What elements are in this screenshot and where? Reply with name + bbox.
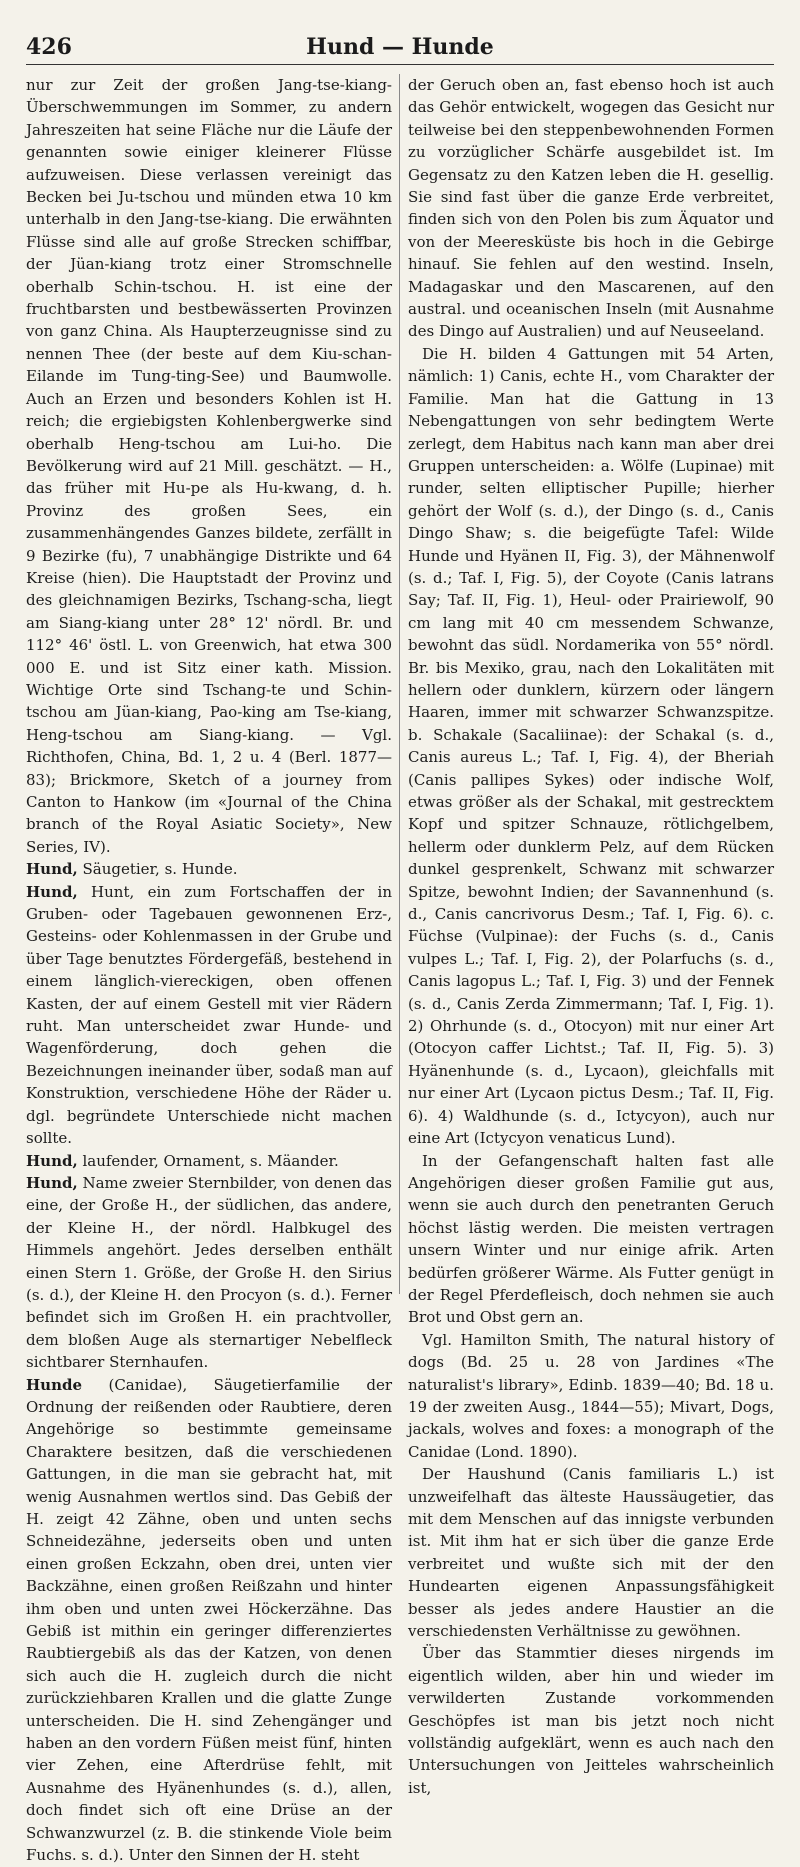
dictionary-entry xyxy=(26,881,392,1150)
page-header xyxy=(26,30,774,65)
entry-text: (Canidae), Säugetierfamilie der Ordnung der reißenden oder Raubtiere, deren Angehörige so bestimmte gemeinsame Charaktere besitzen, daß die verschiedenen Gattungen, in die man sie gebracht hat, mit wenig Ausnahmen wertlos sind. Das Gebiß der H. zeigt 42 Zähne, oben und unten sechs Schneidezähne, jederseits oben und unten einen großen Eckzahn, oben drei, unten vier Backzähne, einen großen Reißzahn und hinter ihm oben und unten zwei Höckerzähne. Das Gebiß ist mithin ein geringer differenziertes Raubtiergebiß als das der Katzen, von denen sich auch die H. zugleich durch die nicht zurückziehbaren Krallen und die glatte Zunge unterscheiden. Die H. sind Zehengänger und haben an den vordern Füßen meist fünf, hinten vier Zehen, eine Afterdrüse fehlt, mit Ausnahme des Hyänenhundes (s. d.), allen, doch findet sich oft eine Drüse an der Schwanzwurzel (z. B. die stinkende Viole beim Fuchs. s. d.). Unter den Sinnen der H. steht xyxy=(26,1375,392,1865)
page-number: 426 xyxy=(26,34,72,60)
entry-headword: Hund, xyxy=(26,860,78,879)
entry-text: Säugetier, s. Hunde. xyxy=(77,860,238,879)
dictionary-entry xyxy=(26,1172,392,1374)
entry-headword: Hund, xyxy=(26,1173,78,1192)
right-column xyxy=(408,74,774,1797)
paragraph: der Geruch oben an, fast ebenso hoch ist auch das Gehör entwickelt, wogegen das Gesicht nur teilweise bei den steppenbewohnenden Formen zu vorzüglicher Schärfe ausgebildet ist. Im Gegensatz zu den Katzen leben die H. gesellig. Sie sind fast über die ganze Erde verbreitet, finden sich von den Polen bis zum Äquator und von der Meeresküste bis hoch in die Gebirge hinauf. Sie fehlen auf den westind. Inseln, Madagaskar und den Mascarenen, auf den austral. und oceanischen Inseln (mit Ausnahme des Dingo auf Australien) und auf Neuseeland. xyxy=(408,76,774,341)
paragraph: Vgl. Hamilton Smith, The natural history of dogs (Bd. 25 u. 28 von Jardines «The naturalist's library», Edinb. 1839—40; Bd. 18 u. 19 der zweiten Ausg., 1844—55); Mivart, Dogs, jackals, wolves and foxes: a monograph of the Canidae (Lond. 1890). xyxy=(408,1330,774,1461)
dictionary-entry xyxy=(26,858,392,880)
paragraph: In der Gefangenschaft halten fast alle Angehörigen dieser großen Familie gut aus, wenn sie auch durch den penetranten Geruch höchst lästig werden. Die meisten vertragen unsern Winter und nur einige afrik. Arten bedürfen größerer Wärme. Als Futter genügt in der Regel Pferdefleisch, doch nehmen sie auch Brot und Obst gern an. xyxy=(408,1151,774,1327)
dictionary-entry xyxy=(26,1374,392,1867)
paragraph: Die H. bilden 4 Gattungen mit 54 Arten, nämlich: 1) Canis, echte H., vom Charakter der Familie. Man hat die Gattung in 13 Nebengattungen von sehr bedingtem Werte zerlegt, dem Habitus nach kann man aber drei Gruppen unterscheiden: a. Wölfe (Lupinae) mit runder, selten elliptischer Pupille; hierher gehört der Wolf (s. d.), der Dingo (s. d., Canis Dingo Shaw; s. die beigefügte Tafel: Wilde Hunde und Hyänen II, Fig. 3), der Mähnenwolf (s. d.; Taf. I, Fig. 5), der Coyote (Canis latrans Say; Taf. II, Fig. 1), Heul- oder Prairiewolf, 90 cm lang mit 40 cm messendem Schwanze, bewohnt das südl. Nordamerika von 55° nördl. Br. bis Mexiko, grau, nach den Lokalitäten mit hellern oder dunklern, kürzern oder längern Haaren, immer mit schwarzer Schwanzspitze. b. Schakale (Sacaliinae): der Schakal (s. d., Canis aureus L.; Taf. I, Fig. 4), der Bheriah (Canis pallipes Sykes) oder indische Wolf, etwas größer als der Schakal, mit gestrecktem Kopf und spitzer Schnauze, rötlichgelbem, hellerm oder dunklerm Pelz, auf dem Rücken dunkel gesprenkelt, Schwanz mit schwarzer Spitze, bewohnt Indien; der Savannenhund (s. d., Canis cancrivorus Desm.; Taf. I, Fig. 6). c. Füchse (Vulpinae): der Fuchs (s. d., Canis vulpes L.; Taf. I, Fig. 2), der Polarfuchs (s. d., Canis lagopus L.; Taf. I, Fig. 3) und der Fennek (s. d., Canis Zerda Zimmermann; Taf. I, Fig. 1). 2) Ohrhunde (s. d., Otocyon) mit nur einer Art (Otocyon caffer Lichtst.; Taf. II, Fig. 5). 3) Hyänenhunde (s. d., Lycaon), gleichfalls mit nur einer Art (Lycaon pictus Desm.; Taf. II, Fig. 6). 4) Waldhunde (s. d., Ictycyon), auch nur eine Art (Ictycyon venaticus Lund). xyxy=(408,344,774,1148)
column-divider xyxy=(399,74,400,1294)
running-head: Hund — Hunde xyxy=(306,34,494,60)
entry-text: Hunt, ein zum Fortschaffen der in Gruben- oder Tagebauen gewonnenen Erz-, Gesteins- oder Kohlenmassen in der Grube und über Tage benutztes Fördergefäß, bestehend in einem länglich-viereckigen, oben offenen Kasten, der auf einem Gestell mit vier Rädern ruht. Man unterscheidet zwar Hunde- und Wagenförderung, doch gehen die Bezeichnungen ineinander über, sodaß man auf Konstruktion, verschiedene Höhe der Räder u. dgl. begründete Unterschiede nicht machen sollte. xyxy=(26,882,392,1148)
entry-headword: Hund, xyxy=(26,1151,78,1170)
left-column xyxy=(26,74,393,1865)
entry-headword: Hund, xyxy=(26,882,78,901)
entry-text: Name zweier Sternbilder, von denen das eine, der Große H., der südlichen, das andere, der Kleine H., der nördl. Halbkugel des Himmels angehört. Jedes derselben enthält einen Stern 1. Größe, der Große H. den Sirius (s. d.), der Kleine H. den Procyon (s. d.). Ferner befindet sich im Großen H. ein prachtvoller, dem bloßen Auge als sternartiger Nebelfleck sichtbarer Sternhaufen. xyxy=(26,1173,393,1372)
dictionary-entry xyxy=(26,1150,392,1172)
paragraph: nur zur Zeit der großen Jang-tse-kiang-Überschwemmungen im Sommer, zu andern Jahreszeiten hat seine Fläche nur die Läufe der genannten sowie einiger kleinerer Flüsse aufzuweisen. Diese verlassen vereinigt das Becken bei Ju-tschou und münden etwa 10 km unterhalb in den Jang-tse-kiang. Die erwähnten Flüsse sind alle auf große Strecken schiffbar, der Jüan-kiang trotz einer Stromschnelle oberhalb Schin-tschou. H. ist eine der fruchtbarsten und bestbewässerten Provinzen von ganz China. Als Haupterzeugnisse sind zu nennen Thee (der beste auf dem Kiu-schan-Eilande im Tung-ting-See) und Baumwolle. Auch an Erzen und besonders Kohlen ist H. reich; die ergiebigsten Kohlenbergwerke sind oberhalb Heng-tschou am Lui-ho. Die Bevölkerung wird auf 21 Mill. geschätzt. — H., das früher mit Hu-pe als Hu-kwang, d. h. Provinz des großen Sees, ein zusammenhängendes Ganzes bildete, zerfällt in 9 Bezirke (fu), 7 unabhängige Distrikte und 64 Kreise (hien). Die Hauptstadt der Provinz und des gleichnamigen Bezirks, Tschang-scha, liegt am Siang-kiang unter 28° 12' nördl. Br. und 112° 46' östl. L. von Greenwich, hat etwa 300 000 E. und ist Sitz einer kath. Mission. Wichtige Orte sind Tschang-te und Schin-tschou am Jüan-kiang, Pao-king am Tse-kiang, Heng-tschou am Siang-kiang. — Vgl. Richthofen, China, Bd. 1, 2 u. 4 (Berl. 1877—83); Brickmore, Sketch of a journey from Canton to Hankow (im «Journal of the China branch of the Royal Asiatic Society», New Series, IV). xyxy=(26,76,392,856)
paragraph: Über das Stammtier dieses nirgends im eigentlich wilden, aber hin und wieder im verwilderten Zustande vorkommenden Geschöpfes ist man bis jetzt noch nicht vollständig aufgeklärt, wenn es auch nach den Untersuchungen von Jeitteles wahrscheinlich ist, xyxy=(408,1644,774,1797)
entry-headword: Hunde xyxy=(26,1375,83,1394)
paragraph: Der Haushund (Canis familiaris L.) ist unzweifelhaft das älteste Haussäugetier, das mit dem Menschen auf das innigste verbunden ist. Mit ihm hat er sich über die ganze Erde verbreitet und wußte sich mit der den Hundearten eigenen Anpassungsfähigkeit besser als jedes andere Haustier an die verschiedensten Verhältnisse zu gewöhnen. xyxy=(408,1465,774,1641)
entry-text: laufender, Ornament, s. Mäander. xyxy=(77,1151,339,1170)
